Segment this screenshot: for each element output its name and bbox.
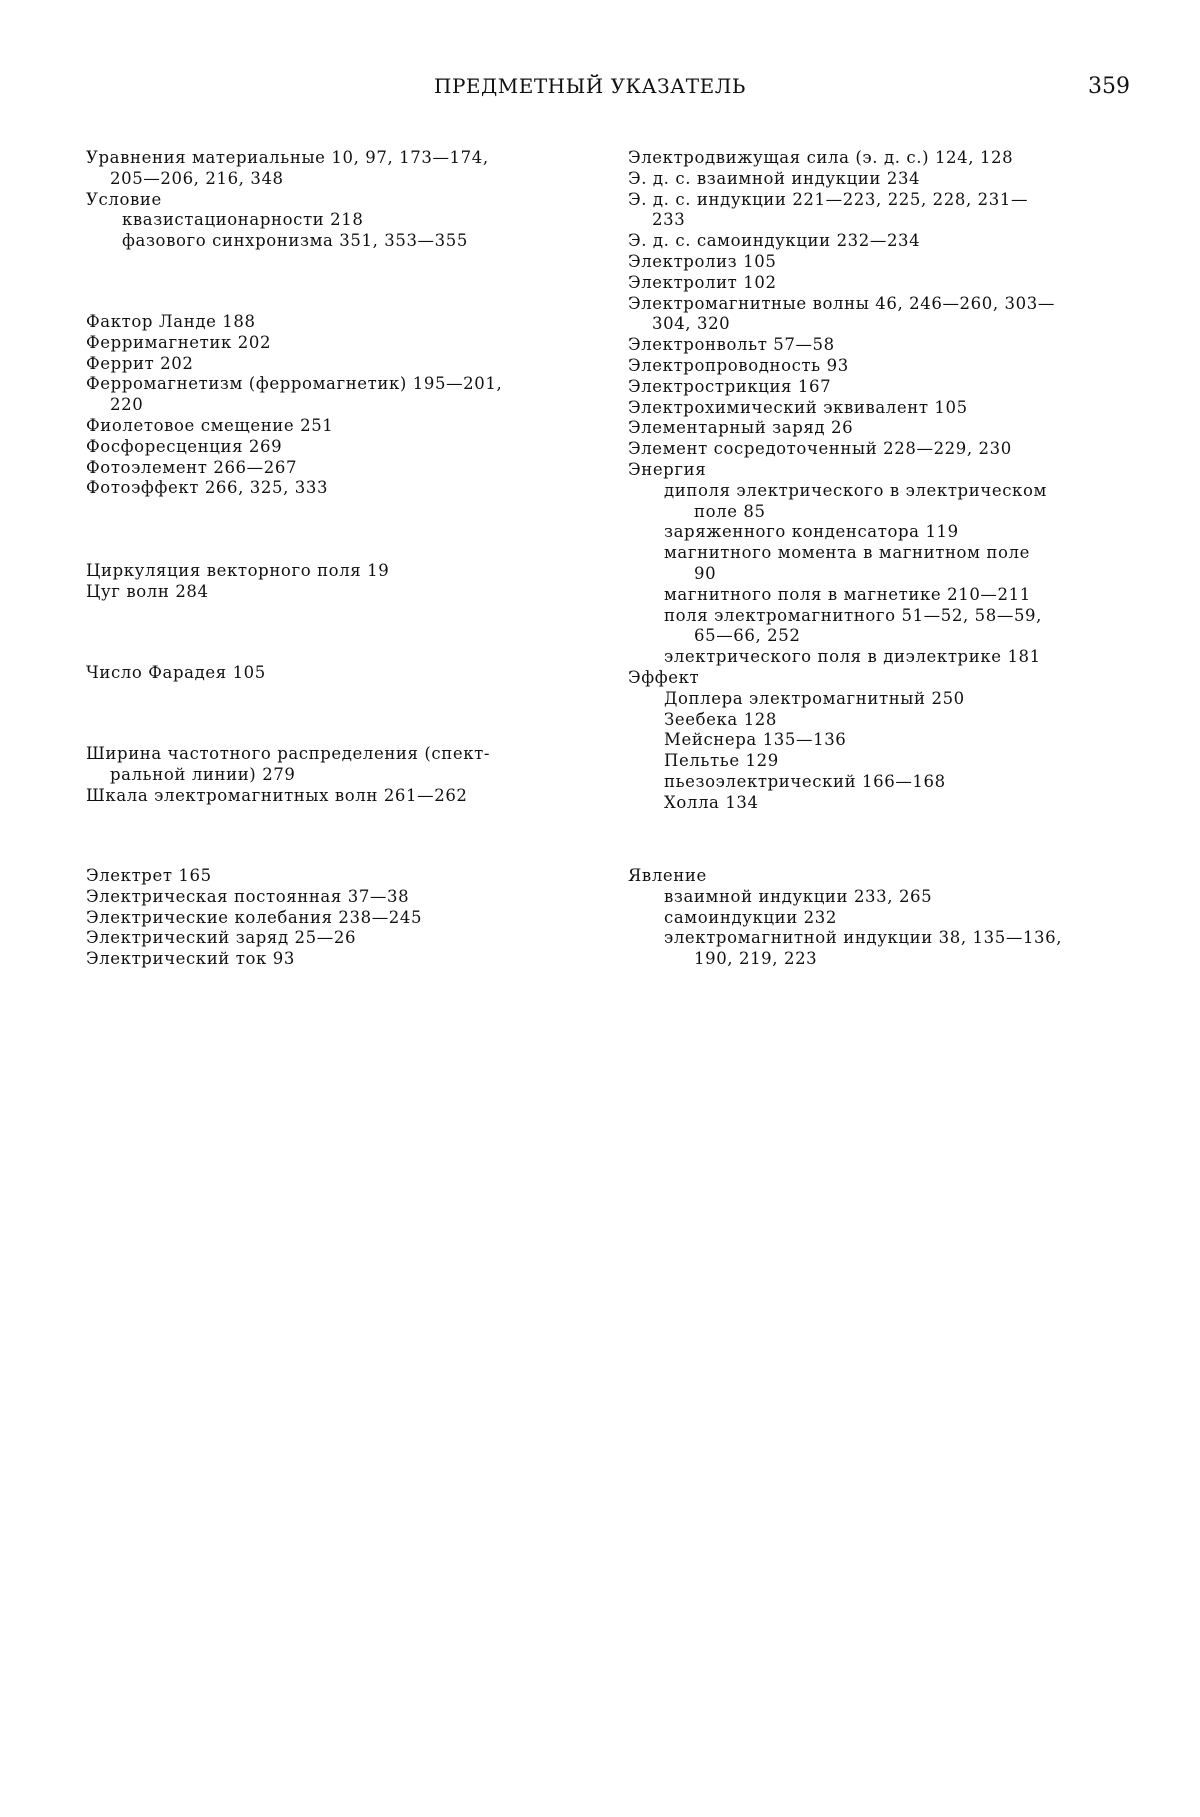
index-entry: Электронвольт 57—58	[628, 335, 835, 355]
index-entry: Фотоэффект 266, 325, 333	[86, 478, 329, 498]
index-entry: Энергия	[628, 459, 707, 479]
index-entry: Электрический заряд 25—26	[86, 928, 357, 948]
index-entry: Э. д. с. индукции 221—223, 225, 228, 231—	[628, 189, 1029, 209]
index-entry-continuation: ральной линии) 279	[110, 764, 296, 784]
index-entry: Фактор Ланде 188	[86, 312, 256, 331]
index-subentry-continuation: поле 85	[694, 501, 766, 521]
index-entry-continuation: 304, 320	[652, 314, 731, 334]
index-entry: Фотоэлемент 266—267	[86, 457, 298, 477]
index-entry: Ферромагнетизм (ферромагнетик) 195—201,	[86, 374, 503, 394]
index-entry: Условие	[86, 189, 162, 209]
index-letter-group	[86, 744, 490, 806]
index-subentry: электромагнитной индукции 38, 135—136,	[664, 928, 1063, 948]
index-entry: Электрический ток 93	[86, 949, 295, 969]
index-subentry: Зеебека 128	[664, 709, 777, 729]
index-subentry: Пельтье 129	[664, 751, 779, 771]
index-subentry: магнитного поля в магнетике 210—211	[664, 584, 1031, 604]
index-entry: Электродвижущая сила (э. д. с.) 124, 128	[628, 148, 1014, 167]
index-subentry: диполя электрического в электрическом	[664, 480, 1047, 500]
index-entry: Цуг волн 284	[86, 581, 209, 601]
index-entry: Э. д. с. самоиндукции 232—234	[628, 231, 921, 251]
index-entry: Элементарный заряд 26	[628, 418, 854, 438]
index-letter-group	[86, 663, 266, 684]
index-subentry: квазистационарности 218	[122, 210, 364, 230]
index-entry: Электромагнитные волны 46, 246—260, 303—	[628, 293, 1055, 313]
index-subentry: фазового синхронизма 351, 353—355	[122, 231, 468, 251]
index-entry: Фосфоресценция 269	[86, 436, 283, 456]
index-entry: Число Фарадея 105	[86, 663, 266, 682]
index-entry: Фиолетовое смещение 251	[86, 415, 334, 435]
index-subentry-continuation: 65—66, 252	[694, 626, 801, 646]
index-entry: Ширина частотного распределения (спект-	[86, 744, 491, 763]
index-entry: Циркуляция векторного поля 19	[86, 561, 390, 580]
index-letter-group	[86, 312, 502, 499]
index-entry: Ферримагнетик 202	[86, 332, 272, 352]
index-letter-group	[86, 148, 489, 252]
index-subentry: поля электромагнитного 51—52, 58—59,	[664, 605, 1043, 625]
index-entry: Электропроводность 93	[628, 355, 849, 375]
index-entry: Шкала электромагнитных волн 261—262	[86, 785, 468, 805]
index-subentry: Холла 134	[664, 792, 759, 812]
index-entry: Электрические колебания 238—245	[86, 907, 423, 927]
index-entry: Электрохимический эквивалент 105	[628, 397, 968, 417]
index-subentry: самоиндукции 232	[664, 907, 837, 927]
index-subentry-continuation: 190, 219, 223	[694, 949, 818, 969]
index-subentry: электрического поля в диэлектрике 181	[664, 647, 1041, 667]
index-entry: Феррит 202	[86, 353, 194, 373]
index-subentry: заряженного конденсатора 119	[664, 522, 959, 542]
index-entry-continuation: 205—206, 216, 348	[110, 168, 284, 188]
index-entry: Электролит 102	[628, 272, 777, 292]
index-letter-group	[86, 561, 389, 603]
index-entry: Электрет 165	[86, 866, 212, 885]
index-letter-group	[628, 148, 1055, 814]
index-entry: Уравнения материальные 10, 97, 173—174,	[86, 148, 489, 167]
index-subentry: Доплера электромагнитный 250	[664, 688, 965, 708]
index-subentry-continuation: 90	[694, 563, 717, 583]
index-entry: Эффект	[628, 667, 700, 687]
index-entry-continuation: 233	[652, 210, 686, 230]
index-letter-group	[628, 866, 1062, 970]
index-entry: Электролиз 105	[628, 251, 777, 271]
index-entry: Электрострикция 167	[628, 376, 832, 396]
index-entry: Элемент сосредоточенный 228—229, 230	[628, 439, 1012, 459]
index-subentry: пьезоэлектрический 166—168	[664, 771, 946, 791]
page-title: ПРЕДМЕТНЫЙ УКАЗАТЕЛЬ	[434, 74, 746, 98]
index-subentry: взаимной индукции 233, 265	[664, 886, 933, 906]
index-entry: Явление	[628, 866, 707, 885]
page-number: 359	[1088, 74, 1130, 99]
index-subentry: Мейснера 135—136	[664, 730, 847, 750]
index-entry-continuation: 220	[110, 395, 144, 415]
index-entry: Электрическая постоянная 37—38	[86, 886, 410, 906]
index-letter-group	[86, 866, 422, 970]
index-entry: Э. д. с. взаимной индукции 234	[628, 168, 921, 188]
index-subentry: магнитного момента в магнитном поле	[664, 543, 1030, 563]
